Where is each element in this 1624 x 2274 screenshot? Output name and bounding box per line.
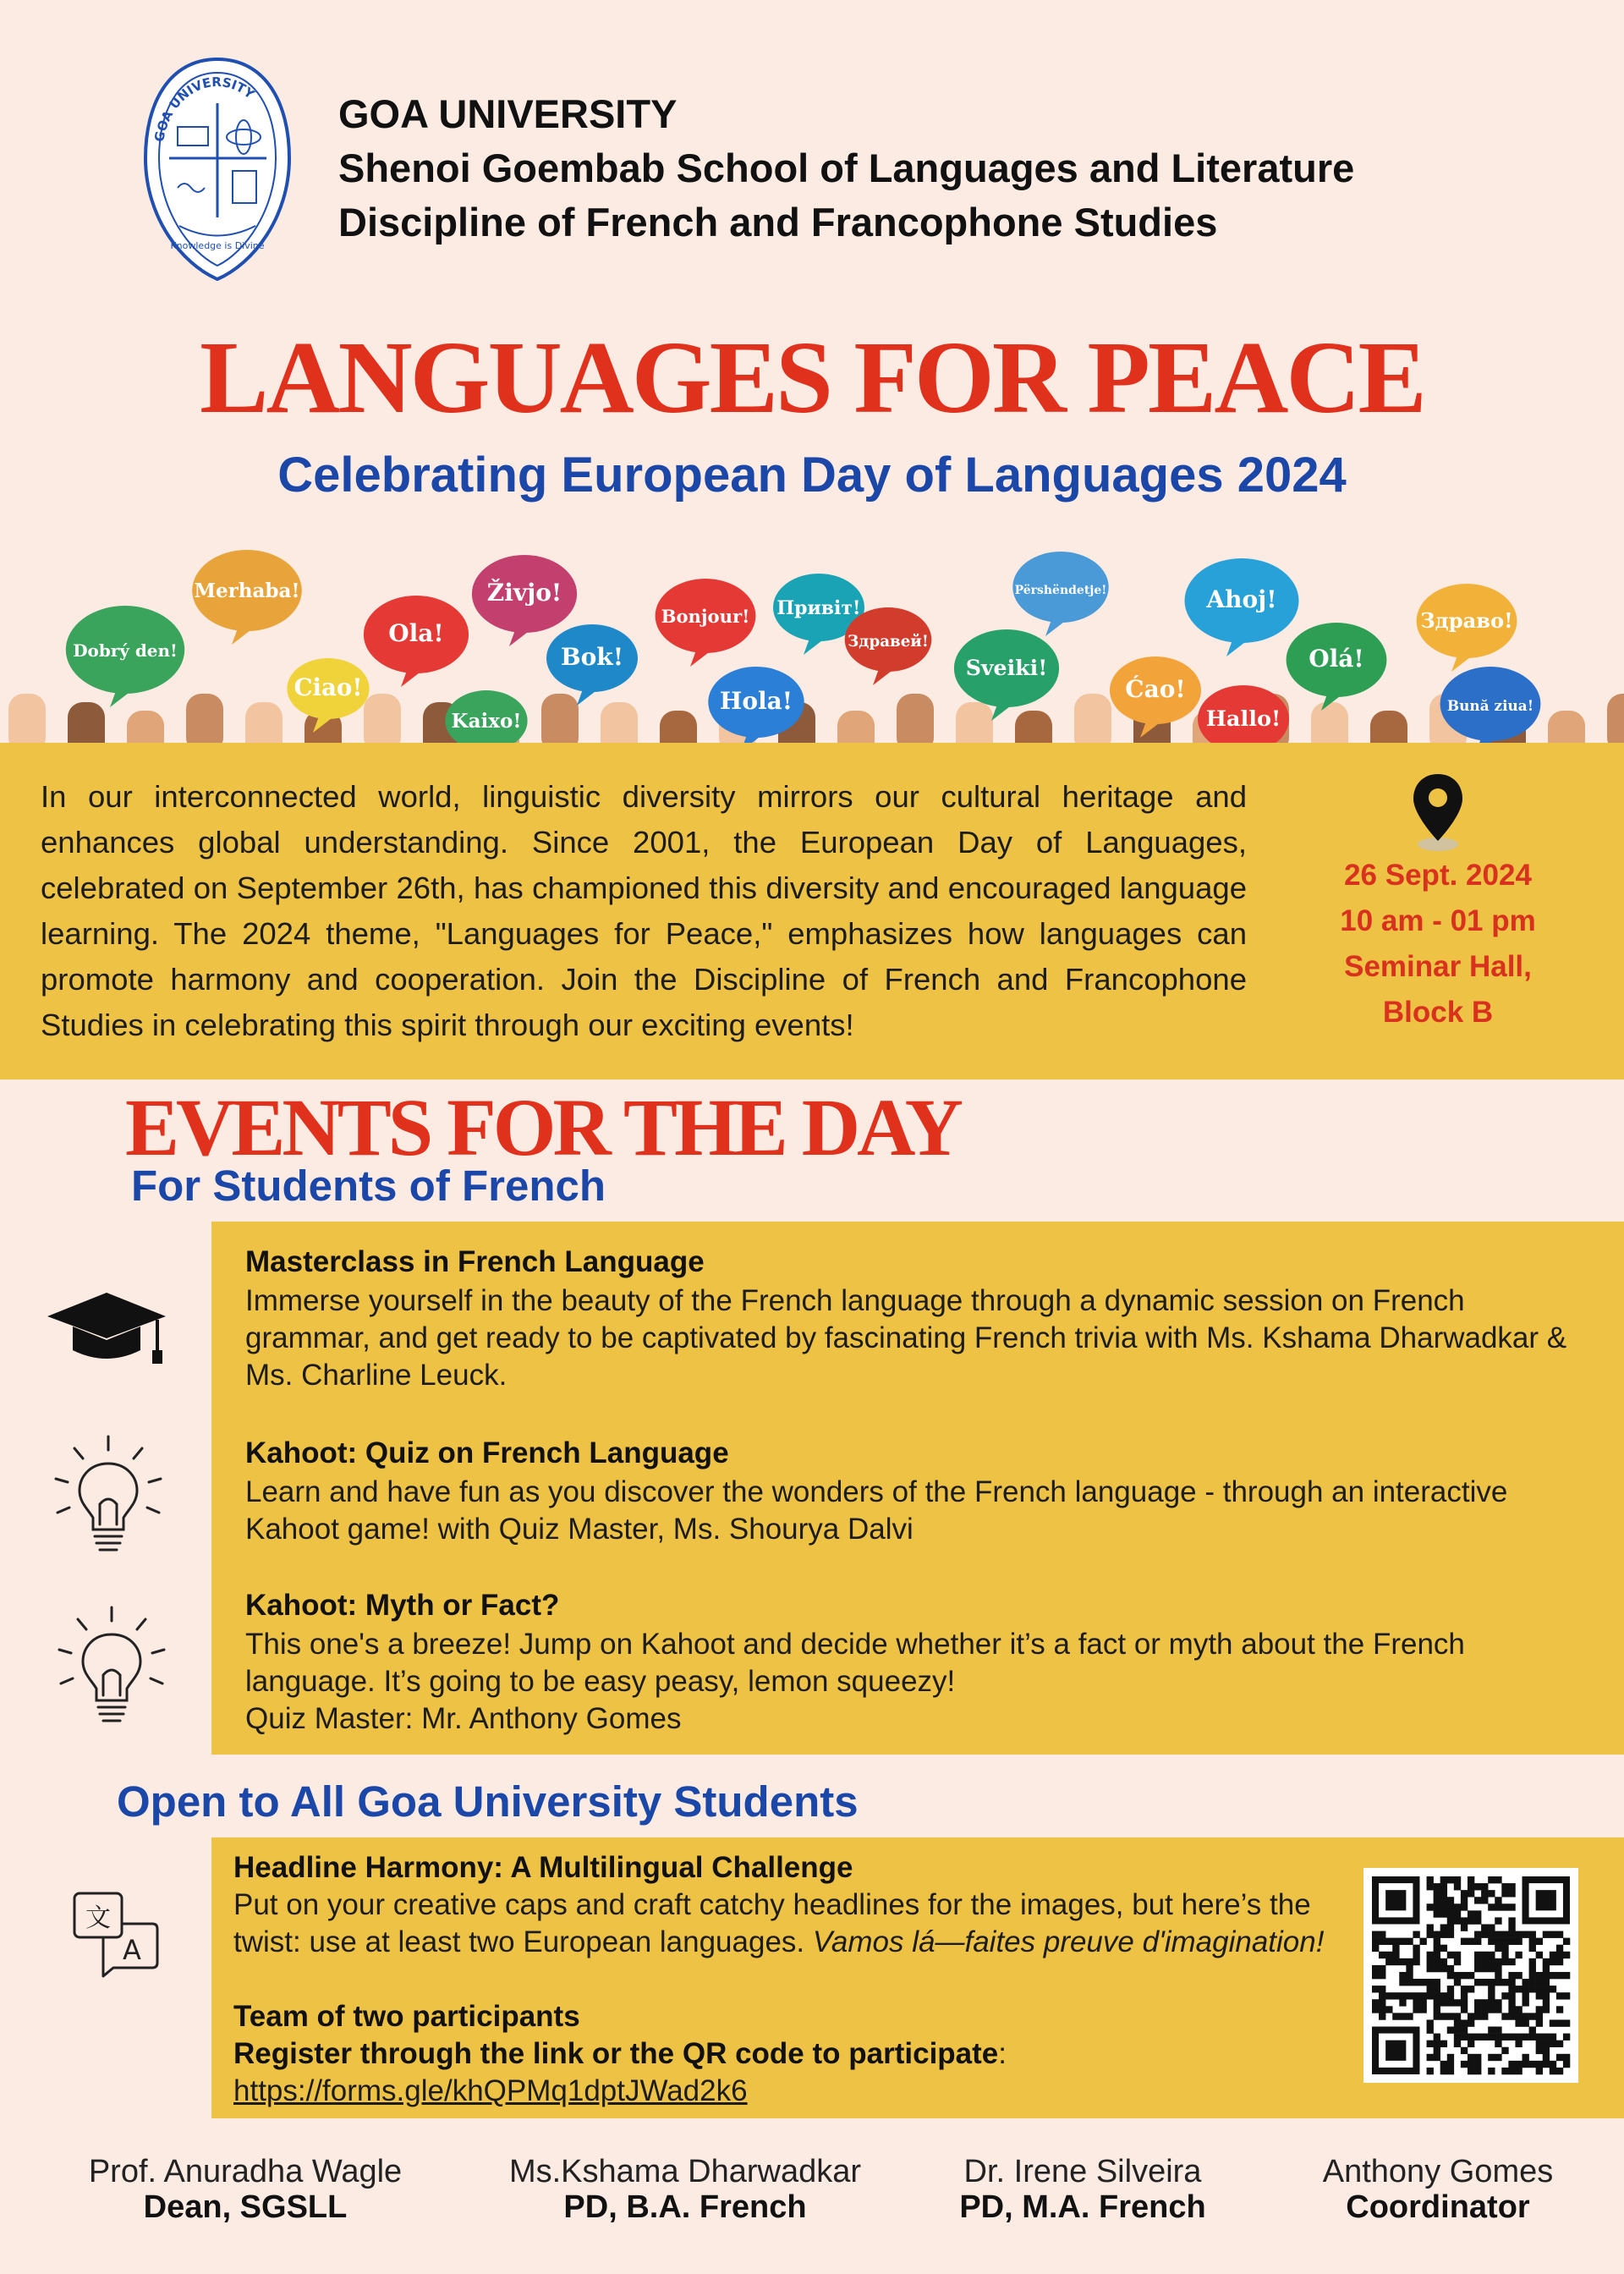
school-name: Shenoi Goembab School of Languages and Literature (338, 146, 1355, 190)
event-2-description: Learn and have fun as you discover the wonders of the French language - through an interactive Kahoot game! with Quiz Master, Ms. Shourya Dalvi (245, 1475, 1508, 1546)
speech-bubble-text: Bună ziua! (1446, 697, 1534, 714)
lightbulb-icon (52, 1601, 171, 1740)
signatory-1-name: Prof. Anuradha Wagle (88, 2154, 403, 2189)
discipline-name: Discipline of French and Francophone Studies (338, 200, 1218, 244)
svg-text:A: A (123, 1934, 141, 1966)
hand-shape (1311, 702, 1348, 744)
event-venue-hall: Seminar Hall, (1344, 950, 1532, 983)
translate-icon (69, 1888, 162, 1986)
university-logo (135, 52, 300, 285)
hand-shape (1548, 711, 1585, 744)
hand-shape (601, 702, 638, 744)
hand-shape (364, 694, 401, 744)
speech-bubble-text: Kaixo! (451, 710, 522, 733)
location-pin-icon (1408, 770, 1468, 854)
hand-shape (660, 711, 697, 744)
lightbulb-icon (49, 1430, 167, 1569)
signatory-3-role: PD, M.A. French (959, 2189, 1206, 2225)
signatory-4-name: Anthony Gomes (1322, 2154, 1554, 2189)
hand-shape (1074, 694, 1111, 744)
page-title: LANGUAGES FOR PEACE (200, 321, 1424, 435)
speech-bubble-text: Hallo! (1205, 706, 1281, 732)
speech-bubble (1012, 552, 1108, 636)
speech-bubble (445, 690, 527, 744)
challenge-italic: Vamos lá—faites preuve d'imagination! (812, 1925, 1325, 1958)
speech-bubble-text: Привіт! (776, 597, 861, 619)
speech-bubble-text: Bok! (560, 643, 624, 671)
event-date: 26 Sept. 2024 (1344, 859, 1532, 892)
speech-bubble-text: Hola! (719, 687, 793, 715)
graduation-cap-icon (39, 1284, 174, 1373)
speech-bubble (364, 596, 469, 687)
speech-bubble (656, 579, 756, 667)
challenge-title: Headline Harmony: A Multilingual Challenge (233, 1851, 853, 1884)
speech-bubble-text: Sveiki! (965, 655, 1048, 680)
speech-bubble (66, 606, 184, 707)
speech-bubble-text: Ciao! (294, 673, 363, 701)
challenge-description (233, 1887, 1333, 1961)
registration-link[interactable]: https://forms.gle/khQPMq1dptJWad2k6 (233, 2074, 748, 2107)
hand-shape (956, 702, 993, 744)
speech-bubble (192, 550, 302, 645)
hand-shape (68, 702, 105, 744)
speech-bubble-text: Ola! (388, 619, 444, 647)
speech-bubble (845, 607, 932, 685)
event-3-quiz-master: Quiz Master: Mr. Anthony Gomes (245, 1702, 682, 1735)
speech-bubble (1287, 623, 1387, 711)
hand-shape (837, 711, 875, 744)
signatory-1-role: Dean, SGSLL (143, 2189, 348, 2225)
signatory-2-name: Ms.Kshama Dharwadkar (508, 2154, 862, 2189)
logo-top-text: GOA UNIVERSITY (151, 74, 258, 144)
register-instructions (233, 2035, 1333, 2073)
greetings-illustration (0, 525, 1624, 744)
hand-shape (1370, 711, 1407, 744)
events-heading: EVENTS FOR THE DAY (125, 1082, 960, 1173)
hand-shape (541, 694, 579, 744)
hand-shape (245, 702, 283, 744)
svg-text:文: 文 (85, 1903, 111, 1933)
hand-shape (1607, 694, 1624, 744)
speech-bubble (546, 624, 638, 706)
speech-bubble-text: Olá! (1309, 645, 1364, 673)
page-subtitle: Celebrating European Day of Languages 2024 (277, 448, 1347, 503)
speech-bubble-text: Merhaba! (194, 579, 300, 602)
team-size: Team of two participants (233, 2000, 580, 2033)
speech-bubble (472, 555, 577, 646)
speech-bubble-text: Здраво! (1420, 608, 1513, 633)
registration-qr-code[interactable] (1363, 1868, 1578, 2083)
event-3-description: This one's a breeze! Jump on Kahoot and decide whether it’s a fact or myth about the French language. It’s going to be easy peasy, lemon squeezy! (245, 1628, 1465, 1698)
speech-bubble-text: Živjo! (486, 579, 562, 607)
hand-shape (1015, 711, 1052, 744)
events-subheading: For Students of French (131, 1162, 606, 1210)
event-3-title: Kahoot: Myth or Fact? (245, 1589, 560, 1622)
hand-shape (127, 711, 164, 744)
register-text: Register through the link or the QR code to participate (233, 2037, 999, 2070)
speech-bubble (1185, 558, 1299, 656)
signatory-4-role: Coordinator (1346, 2189, 1530, 2225)
speech-bubble-text: Dobrý den! (73, 640, 178, 661)
event-2-title: Kahoot: Quiz on French Language (245, 1436, 729, 1469)
event-time: 10 am - 01 pm (1340, 904, 1536, 937)
register-colon: : (998, 2037, 1007, 2070)
event-1-title: Masterclass in French Language (245, 1245, 705, 1278)
university-name: GOA UNIVERSITY (338, 91, 678, 136)
logo-motto: Knowledge is Divine (170, 240, 265, 251)
hand-shape (8, 694, 46, 744)
event-venue-block: Block B (1382, 996, 1494, 1029)
hand-shape (897, 694, 934, 744)
hand-shape (186, 694, 223, 744)
speech-bubble-text: Përshëndetje! (1014, 584, 1107, 597)
open-heading: Open to All Goa University Students (117, 1777, 859, 1826)
speech-bubble-text: Ćao! (1125, 675, 1186, 703)
speech-bubble-text: Bonjour! (661, 606, 750, 627)
event-1-description: Immerse yourself in the beauty of the French language through a dynamic session on French grammar, and get ready to be captivated by fascinating French trivia with Ms. Kshama Dharwadkar & Ms. Charline Leuck. (245, 1284, 1567, 1392)
speech-bubble-text: Ahoj! (1206, 585, 1277, 613)
intro-paragraph: In our interconnected world, linguistic diversity mirrors our cultural heritage and enhances global understanding. Since 2001, the European Day of Languages, celebrated on September 26th, has championed this diversity and encouraged language learning. The 2024 theme, "Languages for Peace," emphasizes how languages can promote harmony and cooperation. Join the Discipline of French and Francophone Studies in celebrating this spirit through our exciting events! (41, 779, 1247, 1042)
speech-bubble-text: Здравей! (848, 633, 929, 651)
signatory-2-role: PD, B.A. French (563, 2189, 807, 2225)
speech-bubble (1110, 656, 1201, 738)
signatory-3-name: Dr. Irene Silveira (963, 2154, 1202, 2189)
speech-bubble (1417, 584, 1517, 672)
challenge-text: Put on your creative caps and craft catchy headlines for the images, but here’s the twist: use at least two European languages. (233, 1888, 1311, 1958)
